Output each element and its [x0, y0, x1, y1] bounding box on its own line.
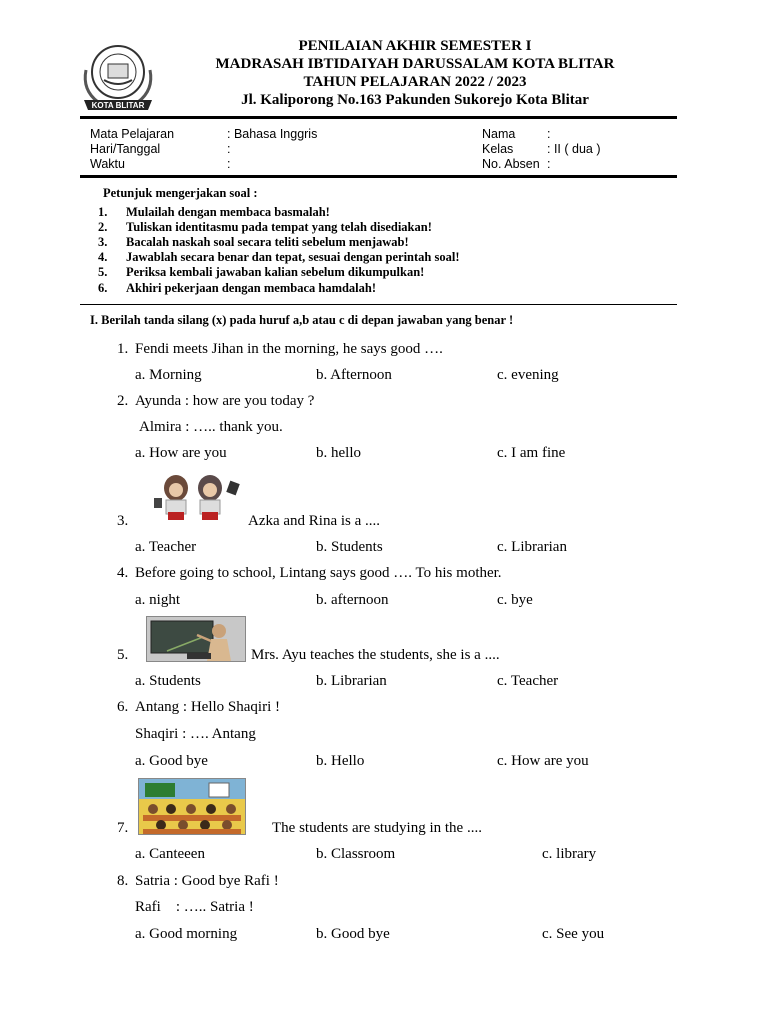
option-c[interactable]: c. See you	[542, 926, 605, 942]
question-text: Before going to school, Lintang says good …. To his mother.	[135, 565, 502, 581]
instr-text: Periksa kembali jawaban kalian sebelum dikumpulkan!	[126, 265, 425, 279]
question-number: 5.	[117, 647, 129, 663]
teacher-illustration	[146, 616, 246, 662]
instr-text: Mulailah dengan membaca basmalah!	[126, 205, 330, 219]
option-b[interactable]: b. Students	[316, 539, 383, 555]
question-text-line2: Rafi : ….. Satria !	[135, 899, 254, 915]
question-text-line2: Shaqiri : …. Antang	[135, 726, 256, 742]
header-line-3: TAHUN PELAJARAN 2022 / 2023	[303, 74, 527, 90]
question-text-line2: Almira : ….. thank you.	[139, 419, 283, 435]
instr-num: 2.	[98, 220, 108, 234]
option-a[interactable]: a. night	[135, 592, 180, 608]
value-absen: :	[547, 157, 551, 171]
option-a[interactable]: a. Teacher	[135, 539, 197, 555]
value-nama: :	[547, 127, 551, 141]
option-a[interactable]: a. Students	[135, 673, 201, 689]
students-illustration	[148, 472, 248, 524]
value-kelas: : II ( dua )	[547, 142, 601, 156]
option-c[interactable]: c. Teacher	[497, 673, 559, 689]
instr-text: Bacalah naskah soal secara teliti sebelum menjawab!	[126, 235, 409, 249]
option-c[interactable]: c. library	[542, 846, 597, 862]
instr-text: Akhiri pekerjaan dengan membaca hamdalah!	[126, 281, 377, 295]
option-b[interactable]: b. Hello	[316, 753, 365, 769]
question-text: Azka and Rina is a ....	[248, 513, 381, 529]
instructions-title: Petunjuk mengerjakan soal :	[103, 186, 258, 200]
header-line-1: PENILAIAN AKHIR SEMESTER I	[298, 38, 532, 54]
label-waktu: Waktu	[90, 157, 125, 171]
info-divider	[80, 175, 677, 178]
question-text: The students are studying in the ....	[272, 820, 482, 836]
instr-num: 1.	[98, 205, 108, 219]
instr-num: 4.	[98, 250, 108, 264]
value-waktu: :	[227, 157, 231, 171]
question-number: 7.	[117, 820, 129, 836]
label-kelas: Kelas	[482, 142, 514, 156]
instr-num: 3.	[98, 235, 108, 249]
question-number: 8.	[117, 873, 129, 889]
value-mapel: : Bahasa Inggris	[227, 127, 318, 141]
question-text: Ayunda : how are you today ?	[135, 393, 315, 409]
option-c[interactable]: c. bye	[497, 592, 533, 608]
label-nama: Nama	[482, 127, 516, 141]
question-text: Antang : Hello Shaqiri !	[135, 699, 280, 715]
value-hari: :	[227, 142, 231, 156]
question-text: Satria : Good bye Rafi !	[135, 873, 279, 889]
question-text: Mrs. Ayu teaches the students, she is a ....	[251, 647, 500, 663]
option-a[interactable]: a. Canteeen	[135, 846, 205, 862]
instr-text: Tuliskan identitasmu pada tempat yang telah disediakan!	[126, 220, 432, 234]
option-c[interactable]: c. evening	[497, 367, 559, 383]
option-b[interactable]: b. Classroom	[316, 846, 396, 862]
option-b[interactable]: b. Librarian	[316, 673, 387, 689]
option-a[interactable]: a. How are you	[135, 445, 227, 461]
option-a[interactable]: a. Good morning	[135, 926, 238, 942]
school-logo	[78, 40, 158, 116]
question-number: 1.	[117, 341, 129, 357]
option-c[interactable]: c. I am fine	[497, 445, 566, 461]
question-number: 2.	[117, 393, 129, 409]
option-a[interactable]: a. Good bye	[135, 753, 208, 769]
label-absen: No. Absen	[482, 157, 540, 171]
label-hari: Hari/Tanggal	[90, 142, 161, 156]
question-number: 3.	[117, 513, 129, 529]
question-number: 4.	[117, 565, 129, 581]
instructions-divider	[80, 304, 677, 305]
option-b[interactable]: b. afternoon	[316, 592, 389, 608]
option-b[interactable]: b. hello	[316, 445, 361, 461]
header-line-4: Jl. Kaliporong No.163 Pakunden Sukorejo Kota Blitar	[241, 92, 589, 108]
label-mapel: Mata Pelajaran	[90, 127, 175, 141]
option-b[interactable]: b. Good bye	[316, 926, 390, 942]
instr-num: 5.	[98, 265, 108, 279]
question-text: Fendi meets Jihan in the morning, he says good ….	[135, 341, 443, 357]
header-divider	[80, 116, 677, 119]
svg-text:KOTA BLITAR: KOTA BLITAR	[91, 101, 145, 110]
header-line-2: MADRASAH IBTIDAIYAH DARUSSALAM KOTA BLITAR	[215, 56, 615, 72]
question-number: 6.	[117, 699, 129, 715]
instr-text: Jawablah secara benar dan tepat, sesuai dengan perintah soal!	[126, 250, 460, 264]
option-a[interactable]: a. Morning	[135, 367, 202, 383]
classroom-illustration	[138, 778, 246, 835]
option-c[interactable]: c. How are you	[497, 753, 589, 769]
section-heading: I. Berilah tanda silang (x) pada huruf a,b atau c di depan jawaban yang benar !	[90, 313, 514, 327]
option-b[interactable]: b. Afternoon	[316, 367, 392, 383]
instr-num: 6.	[98, 281, 108, 295]
option-c[interactable]: c. Librarian	[497, 539, 567, 555]
